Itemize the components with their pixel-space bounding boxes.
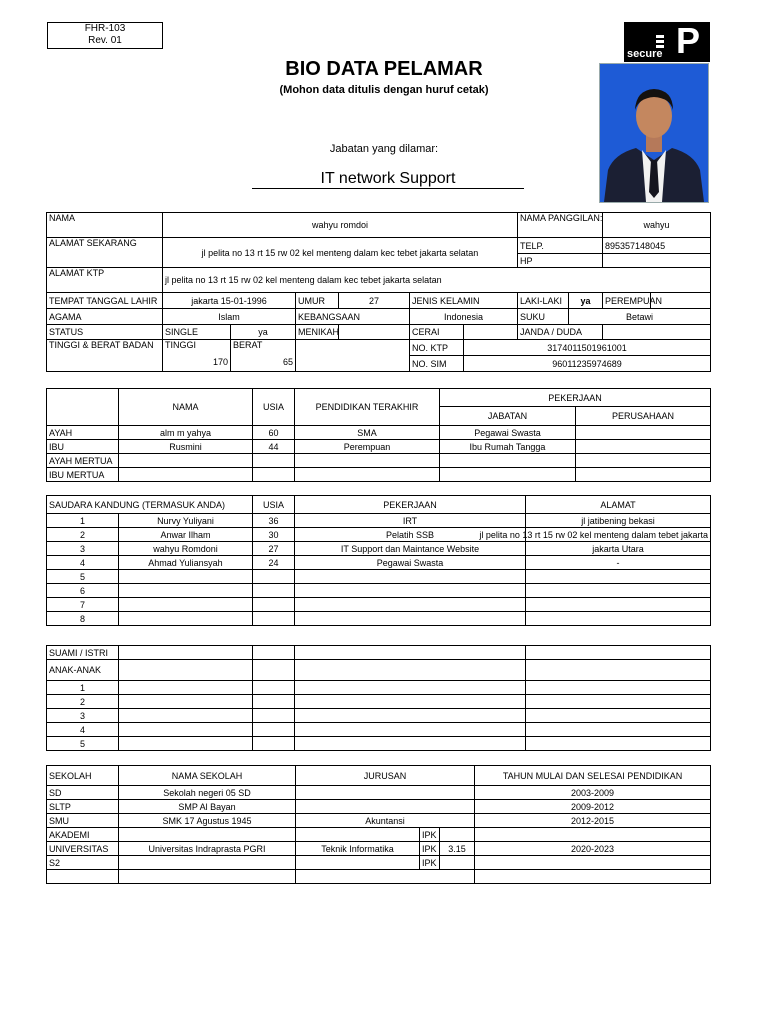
- table-row: [47, 856, 711, 870]
- sibling-no: 7: [47, 598, 119, 612]
- parent-jabatan: Pegawai Swasta: [440, 426, 576, 440]
- sibling-nama: [119, 612, 253, 626]
- sibling-no: 1: [47, 514, 119, 528]
- education-jurusan: [296, 800, 475, 814]
- spouse-usia: [253, 646, 295, 660]
- children-label: ANAK-ANAK: [47, 660, 119, 681]
- secure-logo: [624, 22, 710, 62]
- parents-corner: [47, 389, 119, 426]
- education-school: [119, 870, 296, 884]
- child-usia: [253, 709, 295, 723]
- table-row: [47, 542, 711, 556]
- sibling-alamat: [526, 598, 711, 612]
- tinggi-berat-label: TINGGI & BERAT BADAN: [47, 340, 163, 372]
- child-no: 3: [47, 709, 119, 723]
- perempuan-label: PEREMPUAN: [603, 293, 651, 309]
- logo-bars-icon: [656, 35, 664, 50]
- alamat-value: jl pelita no 13 rt 15 rw 02 kel menteng dalam kec tebet jakarta selatan: [163, 238, 518, 268]
- table-row: [47, 709, 711, 723]
- parent-usia: [253, 468, 295, 482]
- education-school: SMK 17 Agustus 1945: [119, 814, 296, 828]
- education-level: SD: [47, 786, 119, 800]
- education-jurusan: [296, 786, 475, 800]
- berat-value: 65: [282, 357, 293, 367]
- child-usia: [253, 695, 295, 709]
- ktp-address-label: ALAMAT KTP: [47, 268, 163, 293]
- spouse-label: SUAMI / ISTRI: [47, 646, 119, 660]
- table-row: [47, 828, 711, 842]
- education-tahun: 2012-2015: [475, 814, 711, 828]
- child-alamat: [526, 737, 711, 751]
- sibling-pekerjaan: Pegawai Swasta: [295, 556, 526, 570]
- child-nama: [119, 709, 253, 723]
- table-row: [47, 440, 711, 454]
- parents-header-jabatan: JABATAN: [440, 407, 576, 426]
- education-level: S2: [47, 856, 119, 870]
- child-no: 2: [47, 695, 119, 709]
- ipk-label: IPK: [420, 828, 440, 842]
- child-alamat: [526, 695, 711, 709]
- laki-laki-mark: ya: [569, 293, 603, 309]
- sibling-pekerjaan: IT Support dan Maintance Website: [295, 542, 526, 556]
- child-usia: [253, 723, 295, 737]
- parent-nama: Rusmini: [119, 440, 253, 454]
- cerai-mark: [464, 325, 518, 340]
- table-row: [47, 737, 711, 751]
- table-row: [47, 454, 711, 468]
- child-alamat: [526, 681, 711, 695]
- no-ktp-value: 3174011501961001: [464, 340, 711, 356]
- sibling-usia: 36: [253, 514, 295, 528]
- sibling-pekerjaan: IRT: [295, 514, 526, 528]
- suku-value: Betawi: [569, 309, 711, 325]
- education-header-nama: NAMA SEKOLAH: [119, 766, 296, 786]
- personal-data-table: [46, 212, 711, 372]
- education-level: [47, 870, 119, 884]
- sibling-usia: 27: [253, 542, 295, 556]
- table-row: [47, 598, 711, 612]
- education-ipk: [440, 856, 475, 870]
- ktp-address-value: jl pelita no 13 rt 15 rw 02 kel menteng dalam kec tebet jakarta selatan: [163, 268, 711, 293]
- education-ipk: [440, 828, 475, 842]
- children-nama: [119, 660, 253, 681]
- child-nama: [119, 695, 253, 709]
- form-code-box: [47, 22, 163, 49]
- logo-letter: P: [676, 20, 701, 61]
- child-nama: [119, 681, 253, 695]
- page-title: BIO DATA PELAMAR: [285, 58, 483, 80]
- sibling-no: 6: [47, 584, 119, 598]
- education-table: [46, 765, 711, 884]
- sibling-no: 2: [47, 528, 119, 542]
- telp-label: TELP.: [518, 238, 603, 254]
- education-jurusan: [296, 870, 475, 884]
- children-alamat: [526, 660, 711, 681]
- child-usia: [253, 737, 295, 751]
- agama-label: AGAMA: [47, 309, 163, 325]
- sibling-nama: [119, 598, 253, 612]
- parent-label: IBU: [47, 440, 119, 454]
- parent-nama: alm m yahya: [119, 426, 253, 440]
- education-jurusan: [296, 856, 420, 870]
- sibling-usia: [253, 612, 295, 626]
- form-code: FHR-103: [84, 23, 126, 34]
- children-pekerjaan: [295, 660, 526, 681]
- ttl-value: jakarta 15-01-1996: [163, 293, 296, 309]
- janda-duda-mark: [603, 325, 711, 340]
- tinggi-cell: [163, 340, 231, 372]
- parent-pendidikan: [295, 468, 440, 482]
- table-row: [47, 528, 711, 542]
- parents-header-perusahaan: PERUSAHAAN: [576, 407, 711, 426]
- form-revision: Rev. 01: [88, 35, 122, 46]
- education-header-sekolah: SEKOLAH: [47, 766, 119, 786]
- sibling-nama: [119, 570, 253, 584]
- child-pekerjaan: [295, 709, 526, 723]
- siblings-header-title: SAUDARA KANDUNG (TERMASUK ANDA): [47, 496, 253, 514]
- jenis-kelamin-label: JENIS KELAMIN: [410, 293, 518, 309]
- suku-label: SUKU: [518, 309, 569, 325]
- sibling-pekerjaan: [295, 570, 526, 584]
- child-no: 5: [47, 737, 119, 751]
- education-tahun: 2009-2012: [475, 800, 711, 814]
- parents-header-pendidikan: PENDIDIKAN TERAKHIR: [295, 389, 440, 426]
- education-tahun: 2003-2009: [475, 786, 711, 800]
- nama-label: NAMA: [47, 213, 163, 238]
- umur-label: UMUR: [296, 293, 339, 309]
- parent-label: AYAH: [47, 426, 119, 440]
- parent-perusahaan: [576, 468, 711, 482]
- table-row: [47, 870, 711, 884]
- education-jurusan: Teknik Informatika: [296, 842, 420, 856]
- sibling-no: 3: [47, 542, 119, 556]
- sibling-usia: 24: [253, 556, 295, 570]
- sibling-nama: [119, 584, 253, 598]
- sibling-nama: Anwar Ilham: [119, 528, 253, 542]
- child-no: 1: [47, 681, 119, 695]
- table-row: [47, 514, 711, 528]
- parent-jabatan: [440, 468, 576, 482]
- children-usia: [253, 660, 295, 681]
- hp-label: HP: [518, 254, 603, 268]
- sibling-usia: [253, 598, 295, 612]
- laki-laki-label: LAKI-LAKI: [518, 293, 569, 309]
- education-header-tahun: TAHUN MULAI DAN SELESAI PENDIDIKAN: [475, 766, 711, 786]
- parent-usia: 44: [253, 440, 295, 454]
- education-tahun: [475, 828, 711, 842]
- nama-value: wahyu romdoi: [163, 213, 518, 238]
- berat-label: BERAT: [233, 340, 263, 350]
- education-level: AKADEMI: [47, 828, 119, 842]
- education-tahun: 2020-2023: [475, 842, 711, 856]
- sibling-usia: 30: [253, 528, 295, 542]
- child-alamat: [526, 723, 711, 737]
- menikah-label: MENIKAH: [296, 325, 339, 340]
- panggilan-value: wahyu: [603, 213, 711, 238]
- sibling-alamat: jl jatibening bekasi: [526, 514, 711, 528]
- parents-header-pekerjaan: PEKERJAAN: [440, 389, 711, 407]
- status-label: STATUS: [47, 325, 163, 340]
- parent-jabatan: Ibu Rumah Tangga: [440, 440, 576, 454]
- spouse-pekerjaan: [295, 646, 526, 660]
- child-usia: [253, 681, 295, 695]
- parents-header-nama: NAMA: [119, 389, 253, 426]
- child-pekerjaan: [295, 695, 526, 709]
- education-school: [119, 856, 296, 870]
- sibling-pekerjaan: [295, 584, 526, 598]
- sibling-pekerjaan: [295, 598, 526, 612]
- child-pekerjaan: [295, 737, 526, 751]
- sibling-alamat: [526, 570, 711, 584]
- parent-pendidikan: Perempuan: [295, 440, 440, 454]
- child-no: 4: [47, 723, 119, 737]
- child-nama: [119, 737, 253, 751]
- table-row: [47, 556, 711, 570]
- parent-nama: [119, 454, 253, 468]
- parent-perusahaan: [576, 440, 711, 454]
- education-jurusan: Akuntansi: [296, 814, 475, 828]
- sibling-no: 5: [47, 570, 119, 584]
- table-row: [47, 612, 711, 626]
- sibling-pekerjaan: Pelatih SSB: [295, 528, 526, 542]
- kebangsaan-value: Indonesia: [410, 309, 518, 325]
- parent-jabatan: [440, 454, 576, 468]
- single-label: SINGLE: [163, 325, 231, 340]
- telp-value: 895357148045: [603, 238, 711, 254]
- sibling-alamat: [526, 612, 711, 626]
- parent-pendidikan: [295, 454, 440, 468]
- table-row: [47, 660, 711, 681]
- sibling-no: 4: [47, 556, 119, 570]
- sibling-alamat: jl pelita no 13 rt 15 rw 02 kel menteng dalam tebet jakarta: [526, 528, 711, 542]
- education-ipk: 3.15: [440, 842, 475, 856]
- ipk-label: IPK: [420, 842, 440, 856]
- siblings-header-pekerjaan: PEKERJAAN: [295, 496, 526, 514]
- parent-usia: [253, 454, 295, 468]
- child-nama: [119, 723, 253, 737]
- parent-perusahaan: [576, 426, 711, 440]
- no-ktp-label: NO. KTP: [410, 340, 464, 356]
- parents-table: [46, 388, 711, 482]
- sibling-usia: [253, 584, 295, 598]
- siblings-header-usia: USIA: [253, 496, 295, 514]
- position-value: IT network Support: [252, 170, 524, 189]
- parent-label: AYAH MERTUA: [47, 454, 119, 468]
- single-mark: ya: [231, 325, 296, 340]
- tb-empty: [296, 340, 410, 372]
- panggilan-label: NAMA PANGGILAN:: [518, 213, 603, 238]
- education-level: UNIVERSITAS: [47, 842, 119, 856]
- parents-header-usia: USIA: [253, 389, 295, 426]
- education-level: SLTP: [47, 800, 119, 814]
- education-school: Sekolah negeri 05 SD: [119, 786, 296, 800]
- table-row: [47, 570, 711, 584]
- siblings-table: [46, 495, 711, 626]
- education-header-jurusan: JURUSAN: [296, 766, 475, 786]
- education-school: [119, 828, 296, 842]
- child-pekerjaan: [295, 681, 526, 695]
- table-row: [47, 468, 711, 482]
- hp-value: [603, 254, 711, 268]
- ttl-label: TEMPAT TANGGAL LAHIR: [47, 293, 163, 309]
- table-row: [47, 842, 711, 856]
- parent-perusahaan: [576, 454, 711, 468]
- berat-cell: [231, 340, 296, 372]
- education-school: Universitas Indraprasta PGRI: [119, 842, 296, 856]
- table-row: [47, 584, 711, 598]
- education-jurusan: [296, 828, 420, 842]
- table-row: [47, 786, 711, 800]
- parent-pendidikan: SMA: [295, 426, 440, 440]
- no-sim-value: 96011235974689: [464, 356, 711, 372]
- alamat-label: ALAMAT SEKARANG: [47, 238, 163, 268]
- table-row: [47, 800, 711, 814]
- page-subtitle: (Mohon data ditulis dengan huruf cetak): [279, 84, 489, 96]
- table-row: [47, 723, 711, 737]
- family-table: [46, 645, 711, 751]
- kebangsaan-label: KEBANGSAAN: [296, 309, 410, 325]
- table-row: [47, 814, 711, 828]
- sibling-alamat: jakarta Utara: [526, 542, 711, 556]
- tinggi-label: TINGGI: [165, 340, 196, 350]
- tinggi-value: 170: [212, 357, 228, 367]
- child-pekerjaan: [295, 723, 526, 737]
- spouse-nama: [119, 646, 253, 660]
- child-alamat: [526, 709, 711, 723]
- education-level: SMU: [47, 814, 119, 828]
- sibling-no: 8: [47, 612, 119, 626]
- table-row: [47, 426, 711, 440]
- parent-label: IBU MERTUA: [47, 468, 119, 482]
- sibling-alamat: -: [526, 556, 711, 570]
- umur-value: 27: [339, 293, 410, 309]
- sibling-nama: Nurvy Yuliyani: [119, 514, 253, 528]
- logo-text: secure: [627, 48, 663, 60]
- parent-nama: [119, 468, 253, 482]
- cerai-label: CERAI: [410, 325, 464, 340]
- spouse-alamat: [526, 646, 711, 660]
- education-school: SMP Al Bayan: [119, 800, 296, 814]
- table-row: [47, 695, 711, 709]
- sibling-nama: Ahmad Yuliansyah: [119, 556, 253, 570]
- ipk-label: IPK: [420, 856, 440, 870]
- sibling-alamat: [526, 584, 711, 598]
- education-tahun: [475, 856, 711, 870]
- table-row: [47, 646, 711, 660]
- siblings-header-alamat: ALAMAT: [526, 496, 711, 514]
- sibling-pekerjaan: [295, 612, 526, 626]
- sibling-usia: [253, 570, 295, 584]
- parent-usia: 60: [253, 426, 295, 440]
- table-row: [47, 681, 711, 695]
- agama-value: Islam: [163, 309, 296, 325]
- education-tahun: [475, 870, 711, 884]
- sibling-nama: wahyu Romdoni: [119, 542, 253, 556]
- position-label: Jabatan yang dilamar:: [329, 143, 439, 155]
- janda-duda-label: JANDA / DUDA: [518, 325, 603, 340]
- no-sim-label: NO. SIM: [410, 356, 464, 372]
- menikah-mark: [339, 325, 410, 340]
